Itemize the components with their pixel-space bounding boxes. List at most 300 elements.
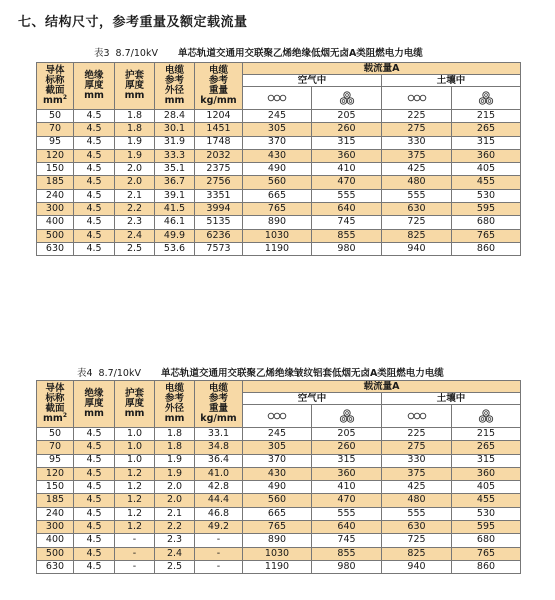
three-flat-circles-icon <box>382 87 452 110</box>
header-line: 参考 <box>164 75 184 86</box>
cell-insulation: 4.5 <box>74 110 115 123</box>
cell-soil-flat: 630 <box>382 521 452 534</box>
cell-weight: 5135 <box>195 216 243 229</box>
cable-circle <box>343 410 349 416</box>
cell-insulation: 4.5 <box>74 494 115 507</box>
cell-od: 44.4 <box>195 494 243 507</box>
cable-circle <box>343 92 349 98</box>
cell-air-flat: 490 <box>243 163 312 176</box>
cable-circle <box>280 413 286 419</box>
cell-sheath: 2.5 <box>115 242 155 255</box>
cable-core-circle <box>488 418 491 421</box>
cell-sheath: 2.0 <box>115 176 155 189</box>
header-line: mm <box>84 408 104 419</box>
table-row <box>37 176 521 189</box>
cell-air-trefoil: 315 <box>312 136 382 149</box>
cable-core-circle <box>485 94 488 97</box>
unit-superscript: 2 <box>62 93 67 101</box>
cell-weight: 1748 <box>195 136 243 149</box>
three-trefoil-circles-icon <box>475 409 497 423</box>
table-row <box>37 507 521 520</box>
cell-weight: 3351 <box>195 189 243 202</box>
cell-od: 39.1 <box>155 189 195 202</box>
header-ampacity: 载流量A <box>243 381 521 393</box>
header-line: mm <box>43 413 63 424</box>
cell-soil-flat: 630 <box>382 203 452 216</box>
table3-number: 表3 <box>94 48 110 59</box>
cell-soil-flat: 940 <box>382 560 452 573</box>
header-insulation <box>74 63 115 110</box>
three-flat-circles-icon <box>243 405 312 428</box>
cell-air-flat: 665 <box>243 507 312 520</box>
three-trefoil-circles-icon <box>452 405 521 428</box>
cell-insulation: 4.5 <box>74 467 115 480</box>
table-row <box>37 149 521 162</box>
cell-sheath: 2.4 <box>155 547 195 560</box>
cell-weight: 2756 <box>195 176 243 189</box>
cell-size: 185 <box>37 494 74 507</box>
cell-weight: 7573 <box>195 242 243 255</box>
cell-sheath: 2.3 <box>115 216 155 229</box>
cell-size: 150 <box>37 481 74 494</box>
cable-circle <box>486 98 492 104</box>
cell-od: 30.1 <box>155 123 195 136</box>
cell-od: 35.1 <box>155 163 195 176</box>
cell-od: - <box>195 534 243 547</box>
cell-soil-trefoil: 595 <box>452 203 521 216</box>
cell-soil-flat: 225 <box>382 428 452 441</box>
cable-circle <box>479 416 485 422</box>
header-line: mm <box>124 90 145 101</box>
table-row <box>37 428 521 441</box>
cell-soil-flat: 375 <box>382 467 452 480</box>
cell-size: 95 <box>37 136 74 149</box>
header-line: 外径 <box>164 403 184 414</box>
cell-sheath: 2.1 <box>115 189 155 202</box>
cell-air-flat: 245 <box>243 428 312 441</box>
cell-soil-flat: 425 <box>382 163 452 176</box>
header-line: 参考 <box>208 75 228 86</box>
three-trefoil-circles-icon <box>312 405 382 428</box>
cable-circle <box>486 416 492 422</box>
header-line: 电缆 <box>208 383 228 394</box>
header-line-with-unit <box>37 93 73 106</box>
header-weight <box>195 63 243 110</box>
cell-air-flat: 560 <box>243 176 312 189</box>
cell-soil-flat: 425 <box>382 481 452 494</box>
cell-od: - <box>195 547 243 560</box>
three-flat-circles-icon <box>266 409 288 423</box>
cell-soil-flat: 480 <box>382 176 452 189</box>
cable-circle <box>268 413 274 419</box>
cell-al-sheath: - <box>115 534 155 547</box>
cable-core-circle <box>485 412 488 415</box>
cell-soil-flat: 330 <box>382 136 452 149</box>
header-in-soil: 土壤中 <box>382 75 521 87</box>
section-title: 七、结构尺寸，参考重量及额定载流量 <box>18 15 248 30</box>
cell-soil-flat: 330 <box>382 454 452 467</box>
cable-circle <box>280 95 286 101</box>
three-flat-circles-icon <box>243 87 312 110</box>
header-line: kg/mm <box>200 413 237 424</box>
cell-soil-trefoil: 455 <box>452 494 521 507</box>
cell-air-flat: 1190 <box>243 560 312 573</box>
cell-al-sheath: 1.0 <box>115 454 155 467</box>
cell-soil-trefoil: 315 <box>452 454 521 467</box>
cell-soil-trefoil: 595 <box>452 521 521 534</box>
header-in-air: 空气中 <box>243 393 382 405</box>
cell-air-flat: 1190 <box>243 242 312 255</box>
cell-soil-flat: 725 <box>382 534 452 547</box>
cell-soil-flat: 275 <box>382 123 452 136</box>
cell-soil-trefoil: 680 <box>452 534 521 547</box>
table-row <box>37 441 521 454</box>
cable-core-circle <box>345 412 348 415</box>
cell-soil-trefoil: 860 <box>452 242 521 255</box>
header-line: mm <box>84 90 104 101</box>
cell-soil-flat: 555 <box>382 507 452 520</box>
cell-soil-flat: 825 <box>382 229 452 242</box>
cell-air-flat: 370 <box>243 136 312 149</box>
cell-insulation: 4.5 <box>74 136 115 149</box>
cell-air-flat: 1030 <box>243 229 312 242</box>
table-row <box>37 560 521 573</box>
cell-od: 49.2 <box>195 521 243 534</box>
header-line: mm <box>164 95 185 106</box>
table-row <box>37 534 521 547</box>
header-sheath <box>115 63 155 110</box>
three-trefoil-circles-icon <box>312 87 382 110</box>
three-flat-circles-icon <box>406 91 428 105</box>
cell-al-sheath: 1.0 <box>115 428 155 441</box>
cell-size: 400 <box>37 216 74 229</box>
cell-al-sheath: 1.2 <box>115 494 155 507</box>
cell-size: 120 <box>37 467 74 480</box>
cell-soil-trefoil: 455 <box>452 176 521 189</box>
header-line: 外径 <box>164 85 184 96</box>
cell-weight: 3994 <box>195 203 243 216</box>
header-line: 护套 <box>124 388 144 399</box>
cell-al-sheath: - <box>115 560 155 573</box>
cell-od: 33.1 <box>195 428 243 441</box>
cell-size: 150 <box>37 163 74 176</box>
cell-sheath: 2.0 <box>115 163 155 176</box>
header-line: 导体 <box>45 65 65 76</box>
cable-core-circle <box>481 418 484 421</box>
cell-soil-trefoil: 215 <box>452 110 521 123</box>
cell-sheath: 2.4 <box>115 229 155 242</box>
cell-od: 49.9 <box>155 229 195 242</box>
cell-sheath: 1.9 <box>155 454 195 467</box>
header-sheath <box>115 381 155 428</box>
header-line: 参考 <box>164 393 184 404</box>
cell-od: 36.7 <box>155 176 195 189</box>
cell-air-trefoil: 205 <box>312 428 382 441</box>
cable-core-circle <box>349 100 352 103</box>
cable-circle <box>483 92 489 98</box>
cell-size: 70 <box>37 441 74 454</box>
cell-weight: 2032 <box>195 149 243 162</box>
cell-soil-trefoil: 530 <box>452 189 521 202</box>
header-line: 参考 <box>208 393 228 404</box>
table3 <box>36 62 521 256</box>
cell-od: 41.0 <box>195 467 243 480</box>
cell-insulation: 4.5 <box>74 534 115 547</box>
header-line: 电缆 <box>164 383 184 394</box>
cell-air-trefoil: 980 <box>312 560 382 573</box>
cell-al-sheath: 1.2 <box>115 521 155 534</box>
header-line: 重量 <box>208 403 228 414</box>
cable-circle <box>347 416 353 422</box>
cell-sheath: 2.5 <box>155 560 195 573</box>
cell-soil-trefoil: 405 <box>452 481 521 494</box>
cell-air-flat: 890 <box>243 534 312 547</box>
table-row <box>37 467 521 480</box>
table-row <box>37 242 521 255</box>
cell-air-trefoil: 360 <box>312 149 382 162</box>
header-line: mm <box>164 413 185 424</box>
header-size <box>37 381 74 428</box>
header-line: 绝缘 <box>84 388 104 399</box>
cable-core-circle <box>342 418 345 421</box>
cell-od: 34.8 <box>195 441 243 454</box>
cell-soil-trefoil: 765 <box>452 229 521 242</box>
table4-caption <box>77 365 444 379</box>
table-row <box>37 163 521 176</box>
header-outer-diameter <box>155 63 195 110</box>
cell-air-trefoil: 260 <box>312 123 382 136</box>
cell-insulation: 4.5 <box>74 203 115 216</box>
cell-sheath: 2.3 <box>155 534 195 547</box>
cell-air-flat: 765 <box>243 521 312 534</box>
cell-insulation: 4.5 <box>74 229 115 242</box>
table-row <box>37 454 521 467</box>
cell-soil-trefoil: 405 <box>452 163 521 176</box>
cell-air-flat: 305 <box>243 441 312 454</box>
cell-sheath: 2.0 <box>155 481 195 494</box>
cell-insulation: 4.5 <box>74 176 115 189</box>
cell-soil-trefoil: 315 <box>452 136 521 149</box>
cell-soil-flat: 555 <box>382 189 452 202</box>
cell-air-flat: 1030 <box>243 547 312 560</box>
table-row <box>37 547 521 560</box>
header-line: 电缆 <box>208 65 228 76</box>
cell-size: 120 <box>37 149 74 162</box>
cell-sheath: 1.8 <box>115 110 155 123</box>
cable-circle <box>268 95 274 101</box>
cable-circle <box>340 416 346 422</box>
cell-soil-flat: 225 <box>382 110 452 123</box>
cell-air-flat: 765 <box>243 203 312 216</box>
cell-size: 500 <box>37 547 74 560</box>
cell-al-sheath: 1.0 <box>115 441 155 454</box>
cable-circle <box>408 95 414 101</box>
cell-air-trefoil: 640 <box>312 521 382 534</box>
cable-core-circle <box>345 94 348 97</box>
cable-circle <box>479 98 485 104</box>
cable-circle <box>420 95 426 101</box>
cable-core-circle <box>349 418 352 421</box>
header-line: mm <box>43 95 63 106</box>
table4 <box>36 380 521 574</box>
cell-size: 240 <box>37 507 74 520</box>
cell-insulation: 4.5 <box>74 428 115 441</box>
header-line: 截面 <box>45 85 65 96</box>
table-row <box>37 494 521 507</box>
header-line: 护套 <box>124 70 144 81</box>
unit-superscript: 2 <box>62 411 67 419</box>
cell-al-sheath: - <box>115 547 155 560</box>
cell-soil-trefoil: 265 <box>452 123 521 136</box>
table4-title: 单芯轨道交通用交联聚乙烯绝缘皱纹铝套低烟无卤A类阻燃电力电缆 <box>160 368 444 379</box>
cell-od: 36.4 <box>195 454 243 467</box>
cell-insulation: 4.5 <box>74 189 115 202</box>
cell-insulation: 4.5 <box>74 163 115 176</box>
cell-sheath: 2.2 <box>115 203 155 216</box>
cell-size: 240 <box>37 189 74 202</box>
cable-circle <box>408 413 414 419</box>
header-line: kg/mm <box>200 95 237 106</box>
table3-caption <box>94 45 423 59</box>
header-line: 截面 <box>45 403 65 414</box>
cell-air-flat: 430 <box>243 467 312 480</box>
cell-air-flat: 890 <box>243 216 312 229</box>
cell-air-trefoil: 470 <box>312 494 382 507</box>
cell-sheath: 1.9 <box>115 149 155 162</box>
cell-sheath: 1.8 <box>155 428 195 441</box>
table3-voltage: 8.7/10kV <box>115 48 158 59</box>
cell-insulation: 4.5 <box>74 560 115 573</box>
cell-soil-trefoil: 860 <box>452 560 521 573</box>
cell-sheath: 1.8 <box>115 123 155 136</box>
cell-air-trefoil: 315 <box>312 454 382 467</box>
cell-air-trefoil: 745 <box>312 534 382 547</box>
header-line: 标称 <box>45 393 65 404</box>
header-line: 厚度 <box>124 80 144 91</box>
cell-air-flat: 370 <box>243 454 312 467</box>
cell-size: 70 <box>37 123 74 136</box>
header-outer-diameter <box>155 381 195 428</box>
table-row <box>37 521 521 534</box>
header-line: 重量 <box>208 85 228 96</box>
cable-circle <box>414 413 420 419</box>
cell-soil-trefoil: 360 <box>452 149 521 162</box>
cell-od: 46.8 <box>195 507 243 520</box>
cell-air-trefoil: 980 <box>312 242 382 255</box>
cell-size: 630 <box>37 560 74 573</box>
header-line: 厚度 <box>84 80 104 91</box>
cell-size: 300 <box>37 203 74 216</box>
cell-soil-trefoil: 265 <box>452 441 521 454</box>
cable-circle <box>483 410 489 416</box>
cell-air-flat: 305 <box>243 123 312 136</box>
table-row <box>37 481 521 494</box>
cell-size: 50 <box>37 428 74 441</box>
cell-sheath: 2.1 <box>155 507 195 520</box>
cell-size: 630 <box>37 242 74 255</box>
table-row <box>37 123 521 136</box>
cell-sheath: 1.9 <box>155 467 195 480</box>
header-line: 绝缘 <box>84 70 104 81</box>
cell-od: - <box>195 560 243 573</box>
three-flat-circles-icon <box>266 91 288 105</box>
cable-circle <box>420 413 426 419</box>
cell-od: 53.6 <box>155 242 195 255</box>
cell-size: 185 <box>37 176 74 189</box>
cell-air-flat: 430 <box>243 149 312 162</box>
cell-weight: 2375 <box>195 163 243 176</box>
table3-title: 单芯轨道交通用交联聚乙烯绝缘低烟无卤A类阻燃电力电缆 <box>177 48 423 59</box>
cell-air-flat: 245 <box>243 110 312 123</box>
cell-air-trefoil: 410 <box>312 481 382 494</box>
cell-insulation: 4.5 <box>74 507 115 520</box>
cell-od: 42.8 <box>195 481 243 494</box>
cell-size: 400 <box>37 534 74 547</box>
cell-od: 31.9 <box>155 136 195 149</box>
three-trefoil-circles-icon <box>475 91 497 105</box>
cell-od: 33.3 <box>155 149 195 162</box>
cell-soil-trefoil: 530 <box>452 507 521 520</box>
cell-insulation: 4.5 <box>74 521 115 534</box>
cell-air-flat: 665 <box>243 189 312 202</box>
three-trefoil-circles-icon <box>336 91 358 105</box>
cell-soil-flat: 940 <box>382 242 452 255</box>
header-line: mm <box>124 408 145 419</box>
three-flat-circles-icon <box>382 405 452 428</box>
cell-soil-trefoil: 215 <box>452 428 521 441</box>
header-line: 标称 <box>45 75 65 86</box>
cell-air-trefoil: 555 <box>312 189 382 202</box>
cable-core-circle <box>342 100 345 103</box>
cell-air-trefoil: 205 <box>312 110 382 123</box>
header-ampacity: 载流量A <box>243 63 521 75</box>
cell-air-flat: 490 <box>243 481 312 494</box>
cable-core-circle <box>481 100 484 103</box>
table-row <box>37 189 521 202</box>
cable-circle <box>347 98 353 104</box>
cell-od: 41.5 <box>155 203 195 216</box>
header-insulation <box>74 381 115 428</box>
cell-air-trefoil: 855 <box>312 229 382 242</box>
cable-core-circle <box>488 100 491 103</box>
cable-circle <box>274 95 280 101</box>
cable-circle <box>340 98 346 104</box>
header-line: 厚度 <box>84 398 104 409</box>
header-in-soil: 土壤中 <box>382 393 521 405</box>
header-size <box>37 63 74 110</box>
three-trefoil-circles-icon <box>336 409 358 423</box>
table4-voltage: 8.7/10kV <box>98 368 141 379</box>
cell-sheath: 1.9 <box>115 136 155 149</box>
three-trefoil-circles-icon <box>452 87 521 110</box>
cell-insulation: 4.5 <box>74 441 115 454</box>
cell-insulation: 4.5 <box>74 149 115 162</box>
cell-air-flat: 560 <box>243 494 312 507</box>
header-line: 电缆 <box>164 65 184 76</box>
cell-soil-flat: 825 <box>382 547 452 560</box>
cell-insulation: 4.5 <box>74 454 115 467</box>
header-line-with-unit <box>37 411 73 424</box>
cell-size: 300 <box>37 521 74 534</box>
cable-circle <box>414 95 420 101</box>
header-weight <box>195 381 243 428</box>
cell-soil-flat: 375 <box>382 149 452 162</box>
cell-air-trefoil: 410 <box>312 163 382 176</box>
cell-soil-flat: 480 <box>382 494 452 507</box>
cell-air-trefoil: 745 <box>312 216 382 229</box>
cell-al-sheath: 1.2 <box>115 507 155 520</box>
cell-insulation: 4.5 <box>74 481 115 494</box>
